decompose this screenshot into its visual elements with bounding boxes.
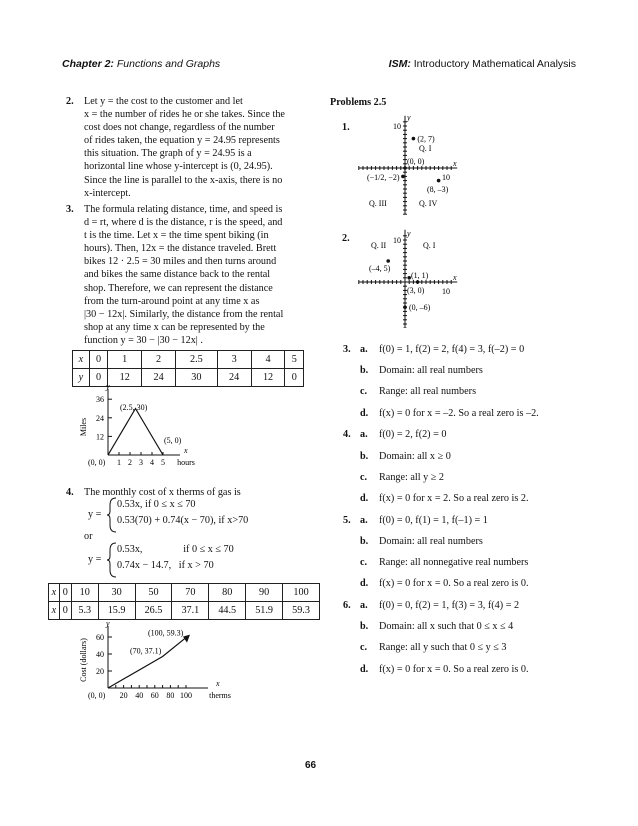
answer-part-label: c. xyxy=(360,642,368,654)
x-tick-label: 2 xyxy=(128,458,132,467)
problem-3-number: 3. xyxy=(66,204,74,215)
point-label: (70, 37.1) xyxy=(130,646,162,656)
table-cell: x xyxy=(49,584,60,602)
point-label: (1, 1) xyxy=(411,271,429,280)
quadrant-label: Q. III xyxy=(369,199,387,208)
quadrant-label: Q. II xyxy=(371,241,387,250)
table-cell: 80 xyxy=(209,584,246,602)
y-tick-label: 60 xyxy=(96,633,104,642)
table-cell: 0 xyxy=(89,351,107,369)
gas-cost-graph xyxy=(72,620,312,710)
book-title: Introductory Mathematical Analysis xyxy=(410,58,576,70)
or-text: or xyxy=(84,531,93,542)
chapter-label: Chapter 2: xyxy=(62,58,114,70)
text-line: x-intercept. xyxy=(84,187,131,199)
distance-graph-content xyxy=(79,383,195,467)
text-line: shop. Therefore, we can represent the distance xyxy=(84,282,273,294)
quadrant-label: Q. IV xyxy=(419,199,438,208)
answer-row xyxy=(343,408,539,419)
answer-part-label: a. xyxy=(360,514,368,526)
gas-cost-table xyxy=(48,583,320,620)
answer-row xyxy=(343,557,528,568)
x-tick-label: 20 xyxy=(119,691,128,700)
table-row xyxy=(49,602,320,620)
point-label: (0, –6) xyxy=(409,303,431,313)
text-line: |30 − 12x|. Similarly, the distance from the rental xyxy=(84,308,284,320)
plotted-point xyxy=(386,259,390,263)
y-axis-letter: y xyxy=(407,113,411,122)
answer-text: Range: all real numbers xyxy=(379,386,477,398)
y-axis-label: Cost (dollars) xyxy=(79,638,88,682)
x-axis-letter: x xyxy=(216,679,220,688)
answer-number: 4. xyxy=(343,429,351,441)
plotted-point xyxy=(416,280,420,284)
table-cell: 37.1 xyxy=(172,602,209,620)
x-tick-label: 1 xyxy=(117,458,121,467)
x-tick-label: 80 xyxy=(166,691,175,700)
plotted-point xyxy=(403,305,407,309)
problem-2-number: 2. xyxy=(66,96,74,107)
answer-row xyxy=(343,493,529,504)
answer-text: f(x) = 0 for x = –2. So a real zero is –2. xyxy=(379,407,539,419)
text-line: from the turn-around point at any time x as xyxy=(84,295,260,307)
table-cell: 0 xyxy=(59,584,71,602)
answer-text: Domain: all real numbers xyxy=(379,535,483,547)
x-tick-label: 5 xyxy=(161,458,165,467)
text-line: and bikes the same distance back to the rental xyxy=(84,269,271,281)
cost-line xyxy=(108,638,186,688)
text-line: function y = 30 − |30 − 12x| . xyxy=(84,334,203,346)
book-label: ISM: xyxy=(388,58,411,70)
problem-2-text xyxy=(84,95,316,200)
table-row xyxy=(73,351,304,369)
y-tick-label: 36 xyxy=(96,395,104,405)
table-cell: 12 xyxy=(251,369,285,387)
table-cell: 1 xyxy=(108,351,142,369)
y-tick-label: 12 xyxy=(96,432,104,442)
answer-part-label: c. xyxy=(360,386,368,398)
problem-1-number: 1. xyxy=(342,122,350,133)
table-cell: 24 xyxy=(142,369,176,387)
table-cell: 5 xyxy=(285,351,304,369)
answer-part-label: d. xyxy=(360,492,369,504)
table-cell: 44.5 xyxy=(209,602,246,620)
text-line: shop at any time x can be represented by the xyxy=(84,321,265,333)
x-unit-label: therms xyxy=(209,691,231,700)
table-cell: 0 xyxy=(89,369,107,387)
point-label: (100, 59.3) xyxy=(148,628,184,638)
text-line: t is the time. Let x = the time spent biking (in xyxy=(84,230,269,242)
x-unit-label: hours xyxy=(177,458,195,467)
table-cell: 26.5 xyxy=(135,602,172,620)
plotted-point xyxy=(437,179,441,183)
answer-text: f(x) = 0 for x = 0. So a real zero is 0. xyxy=(379,578,529,590)
plot-points-graph-2 xyxy=(355,228,475,328)
table-cell: 3 xyxy=(217,351,251,369)
text-line: hours). Then, 12x = the distance traveled. Brett xyxy=(84,243,277,255)
table-cell: 100 xyxy=(283,584,320,602)
answer-row xyxy=(343,621,513,632)
x-tick-label: 10 xyxy=(442,173,450,182)
answer-text: Range: all y ≥ 2 xyxy=(379,471,445,483)
point-label: (–4, 5) xyxy=(369,264,391,273)
plotted-point xyxy=(401,175,405,179)
plotted-point xyxy=(403,166,407,170)
gas-cost-graph-content xyxy=(79,620,231,700)
point-label: (0, 0) xyxy=(88,458,106,467)
point-label: (0, 0) xyxy=(88,691,106,700)
answer-text: Domain: all x ≥ 0 xyxy=(379,450,451,462)
point-label: (8, –3) xyxy=(427,185,449,194)
answer-row xyxy=(343,578,529,589)
answer-part-label: a. xyxy=(360,429,368,441)
answer-part-label: c. xyxy=(360,471,368,483)
answer-number: 3. xyxy=(343,344,351,355)
x-axis-letter: x xyxy=(453,273,457,282)
point-label: (−1/2, −2) xyxy=(367,173,400,182)
table-cell: 0 xyxy=(59,602,71,620)
table-cell: 30 xyxy=(98,584,135,602)
plot-points-graph-1 xyxy=(355,112,475,218)
point-label: (3, 0) xyxy=(407,286,425,295)
table-cell: x xyxy=(73,351,90,369)
chapter-title: Functions and Graphs xyxy=(113,58,221,70)
distance-line xyxy=(108,409,163,456)
answer-row xyxy=(343,451,451,462)
table-cell: 5.3 xyxy=(71,602,98,620)
answer-part-label: c. xyxy=(360,557,368,568)
y-axis-letter: y xyxy=(407,229,411,238)
answer-part-label: a. xyxy=(360,599,368,611)
table-cell: 24 xyxy=(217,369,251,387)
answer-text: f(x) = 0 for x = 2. So a real zero is 2. xyxy=(379,492,529,504)
table-cell: x xyxy=(49,602,60,620)
table-cell: 59.3 xyxy=(283,602,320,620)
table-cell: 90 xyxy=(246,584,283,602)
table-cell: 12 xyxy=(108,369,142,387)
answer-part-label: b. xyxy=(360,365,369,377)
answer-row xyxy=(343,429,447,440)
point-label: (2, 7) xyxy=(417,134,435,144)
answer-number: 5. xyxy=(343,514,351,526)
x-axis-letter: x xyxy=(184,446,188,455)
text-line: horizontal line whose y-intercept is (0, 24.95). xyxy=(84,161,273,173)
text-line: d = rt, where d is the distance, r is the speed, and xyxy=(84,217,283,229)
text-line: of rides taken, the equation y = 24.95 represents xyxy=(84,135,280,147)
distance-graph xyxy=(72,383,312,478)
answer-row xyxy=(343,664,529,675)
y-tick-label: 24 xyxy=(96,413,104,423)
table-cell: 10 xyxy=(71,584,98,602)
point-label: (5, 0) xyxy=(164,436,182,445)
table-cell: 30 xyxy=(176,369,218,387)
x-tick-label: 40 xyxy=(135,691,144,700)
answer-row xyxy=(343,515,488,526)
answer-row xyxy=(343,386,476,397)
plotted-point xyxy=(412,137,416,141)
y-tick-label: 10 xyxy=(393,236,401,245)
pw2-line-1: 0.53x, if 0 ≤ x ≤ 70 xyxy=(117,544,234,555)
point-label: (2.5, 30) xyxy=(120,403,148,412)
text-line: The formula relating distance, time, and speed is xyxy=(84,204,283,215)
text-line: this situation. The graph of y = 24.95 is a xyxy=(84,148,252,160)
answer-part-label: d. xyxy=(360,578,369,590)
x-tick-label: 60 xyxy=(150,691,159,700)
pw1-line-1: 0.53x, if 0 ≤ x ≤ 70 xyxy=(117,499,196,510)
pw2-line-2: 0.74x − 14.7, if x > 70 xyxy=(117,560,214,571)
y-axis-letter: y xyxy=(106,383,110,391)
answer-part-label: b. xyxy=(360,450,369,462)
x-tick-label: 10 xyxy=(442,287,450,296)
answer-part-label: a. xyxy=(360,344,368,355)
text-line: cost does not change, regardless of the number xyxy=(84,122,275,134)
problem-4-number: 4. xyxy=(66,487,74,498)
text-line: Since the line is parallel to the x-axis, there is no xyxy=(84,174,283,186)
table-cell: 4 xyxy=(251,351,285,369)
pw2-y-eq: y = xyxy=(88,554,102,565)
answer-part-label: d. xyxy=(360,663,369,675)
answer-part-label: d. xyxy=(360,407,369,419)
text-line: x = the number of rides he or she takes. Since the xyxy=(84,109,285,121)
distance-table xyxy=(72,350,304,387)
table-cell: 51.9 xyxy=(246,602,283,620)
x-axis-letter: x xyxy=(453,159,457,168)
text-line: Let y = the cost to the customer and let xyxy=(84,96,243,107)
page-number: 66 xyxy=(305,760,317,771)
point-label: (0, 0) xyxy=(407,157,425,166)
table-cell: 15.9 xyxy=(98,602,135,620)
answer-text: Range: all nonnegative real numbers xyxy=(379,557,529,568)
answer-row xyxy=(343,600,519,611)
section-title: Problems 2.5 xyxy=(330,97,387,108)
table-cell: y xyxy=(73,369,90,387)
running-header-right xyxy=(389,58,576,70)
table-cell: 0 xyxy=(285,369,304,387)
answer-text: f(0) = 1, f(2) = 2, f(4) = 3, f(–2) = 0 xyxy=(379,344,525,355)
table-cell: 50 xyxy=(135,584,172,602)
pw1-y-eq: y = xyxy=(88,509,102,520)
y-axis-letter: y xyxy=(106,620,110,628)
table-cell: 2.5 xyxy=(176,351,218,369)
answer-text: f(x) = 0 for x = 0. So a real zero is 0. xyxy=(379,663,529,675)
answer-text: Domain: all real numbers xyxy=(379,365,483,377)
answer-row xyxy=(343,472,444,483)
y-tick-label: 40 xyxy=(96,650,104,659)
answer-text: Range: all y such that 0 ≤ y ≤ 3 xyxy=(379,642,507,654)
running-header-left xyxy=(62,58,220,70)
answer-row xyxy=(343,344,524,355)
text-line: bikes 12 · 2.5 = 30 miles and then turns around xyxy=(84,256,277,268)
answer-text: f(0) = 0, f(1) = 1, f(–1) = 1 xyxy=(379,514,488,526)
x-tick-label: 3 xyxy=(139,458,143,467)
answer-row xyxy=(343,365,483,376)
table-cell: 2 xyxy=(142,351,176,369)
problem-4-intro: The monthly cost of x therms of gas is xyxy=(84,487,241,498)
answer-text: Domain: all x such that 0 ≤ x ≤ 4 xyxy=(379,621,514,633)
quadrant-label: Q. I xyxy=(419,144,432,153)
x-tick-label: 4 xyxy=(150,458,154,467)
problem-3-text xyxy=(84,203,316,347)
answer-number: 6. xyxy=(343,599,351,611)
table-cell: 70 xyxy=(172,584,209,602)
pw1-line-2: 0.53(70) + 0.74(x − 70), if x>70 xyxy=(117,515,249,526)
y-tick-label: 10 xyxy=(393,122,401,131)
x-tick-label: 100 xyxy=(180,691,192,700)
answer-text: f(0) = 0, f(2) = 1, f(3) = 3, f(4) = 2 xyxy=(379,599,520,611)
answer-part-label: b. xyxy=(360,535,369,547)
quadrant-label: Q. I xyxy=(423,241,436,250)
answer-text: f(0) = 2, f(2) = 0 xyxy=(379,429,447,441)
y-tick-label: 20 xyxy=(96,667,104,676)
y-axis-label: Miles xyxy=(79,417,88,437)
problem-2b-number: 2. xyxy=(342,233,350,244)
answer-row xyxy=(343,536,483,547)
answer-part-label: b. xyxy=(360,621,369,633)
table-row xyxy=(49,584,320,602)
answer-row xyxy=(343,642,506,653)
